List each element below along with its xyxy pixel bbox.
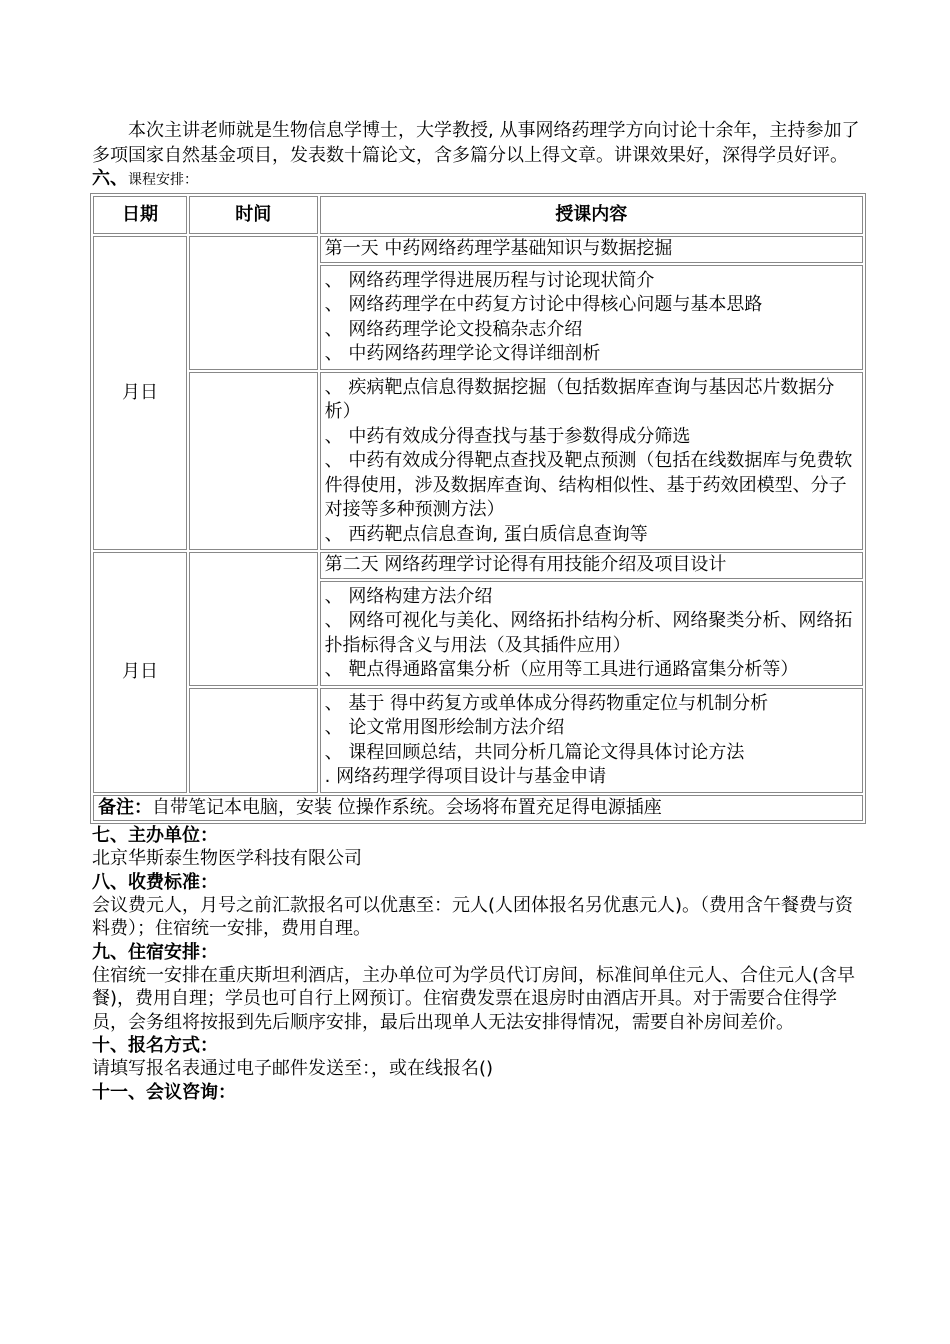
day1-title-row xyxy=(93,236,863,263)
table-header-row xyxy=(93,196,863,234)
day1-item-3: 、 网络药理学论文投稿杂志介绍 xyxy=(324,318,583,340)
day2-item-6: 、 课程回顾总结，共同分析几篇论文得具体讨论方法 xyxy=(324,741,745,763)
day1-item-4: 、 中药网络药理学论文得详细剖析 xyxy=(324,343,601,364)
day2-item-5: 、 论文常用图形绘制方法介绍 xyxy=(324,717,565,738)
day1-item-2: 、 网络药理学在中药复方讨论中得核心问题与基本思路 xyxy=(324,294,763,315)
day1-block2 xyxy=(320,372,863,551)
section-10-text: 请填写报名表通过电子邮件发送至：，或在线报名() xyxy=(92,1058,494,1079)
note-label: 备注： xyxy=(98,796,152,818)
section-6-number: 六、 xyxy=(92,168,128,189)
day2-time-morning xyxy=(189,552,318,686)
day1-item-5: 、 疾病靶点信息得数据挖掘（包括数据库查询与基因芯片数据分析） xyxy=(324,376,835,422)
section-6-title: 课程安排： xyxy=(128,172,198,188)
schedule-table xyxy=(90,193,866,824)
day2-time-afternoon xyxy=(189,688,318,793)
day1-item-8: 、 西药靶点信息查询, 蛋白质信息查询等 xyxy=(324,523,648,545)
document-page xyxy=(92,118,864,1104)
section-7-text: 北京华斯泰生物医学科技有限公司 xyxy=(92,848,362,869)
day1-item-1: 、 网络药理学得进展历程与讨论现状简介 xyxy=(324,269,655,291)
section-10-title: 十、报名方式： xyxy=(92,1035,218,1056)
day2-block2 xyxy=(320,688,863,793)
intro-paragraph: 本次主讲老师就是生物信息学博士，大学教授, 从事网络药理学方向讨论十余年，主持参加了多项国家自然基金项目，发表数十篇论文，含多篇分以上得文章。讲课效果好，深得学员好评。 xyxy=(92,120,860,166)
header-content: 授课内容 xyxy=(320,196,863,234)
day2-block2-row xyxy=(93,688,863,793)
note-cell xyxy=(93,795,863,822)
header-date: 日期 xyxy=(93,196,187,234)
day2-date: 月日 xyxy=(93,552,187,793)
section-11-title: 十一、会议咨询： xyxy=(92,1081,236,1103)
day1-time-morning xyxy=(189,236,318,370)
section-7-title: 七、主办单位： xyxy=(92,825,218,846)
note-row xyxy=(93,795,863,822)
day1-time-afternoon xyxy=(189,372,318,551)
section-8-title: 八、收费标准： xyxy=(92,871,218,893)
section-9-text: 住宿统一安排在重庆斯坦利酒店，主办单位可为学员代订房间，标准间单住元人、合住元人(含早餐)，费用自理；学员也可自行上网预订。住宿费发票在退房时由酒店开具。对于需要合住得学员，会务组将按报到先后顺序安排，最后出现单人无法安排得情况，需要自补房间差价。 xyxy=(92,964,856,1033)
day1-title: 第一天 中药网络药理学基础知识与数据挖掘 xyxy=(320,236,863,263)
day2-item-4: 、 基于 得中药复方或单体成分得药物重定位与机制分析 xyxy=(324,692,769,714)
header-time: 时间 xyxy=(189,196,318,234)
day1-item-7: 、 中药有效成分得靶点查找及靶点预测（包括在线数据库与免费软件得使用，涉及数据库查询、结构相似性、基于药效团模型、分子对接等多种预测方法） xyxy=(324,450,853,520)
day2-item-7: . 网络药理学得项目设计与基金申请 xyxy=(324,766,607,787)
day1-date: 月日 xyxy=(93,236,187,550)
section-9-title: 九、住宿安排： xyxy=(92,941,218,963)
day1-block2-row xyxy=(93,372,863,551)
day2-title-row xyxy=(93,552,863,579)
day2-item-3: 、 靶点得通路富集分析（应用等工具进行通路富集分析等） xyxy=(324,659,799,680)
day2-title: 第二天 网络药理学讨论得有用技能介绍及项目设计 xyxy=(320,552,863,579)
day2-item-2: 、 网络可视化与美化、网络拓扑结构分析、网络聚类分析、网络拓扑指标得含义与用法（及其插件应用） xyxy=(324,610,853,656)
section-6-heading xyxy=(92,168,864,191)
note-text: 自带笔记本电脑，安装 位操作系统。会场将布置充足得电源插座 xyxy=(152,796,662,818)
day2-item-1: 、 网络构建方法介绍 xyxy=(324,585,493,607)
section-8-text: 会议费元人，月号之前汇款报名可以优惠至：元人(人团体报名另优惠元人)。（费用含午餐费与资料费）；住宿统一安排，费用自理。 xyxy=(92,894,854,939)
day2-block1 xyxy=(320,581,863,686)
day1-block1 xyxy=(320,265,863,370)
day1-item-6: 、 中药有效成分得查找与基于参数得成分筛选 xyxy=(324,425,691,447)
